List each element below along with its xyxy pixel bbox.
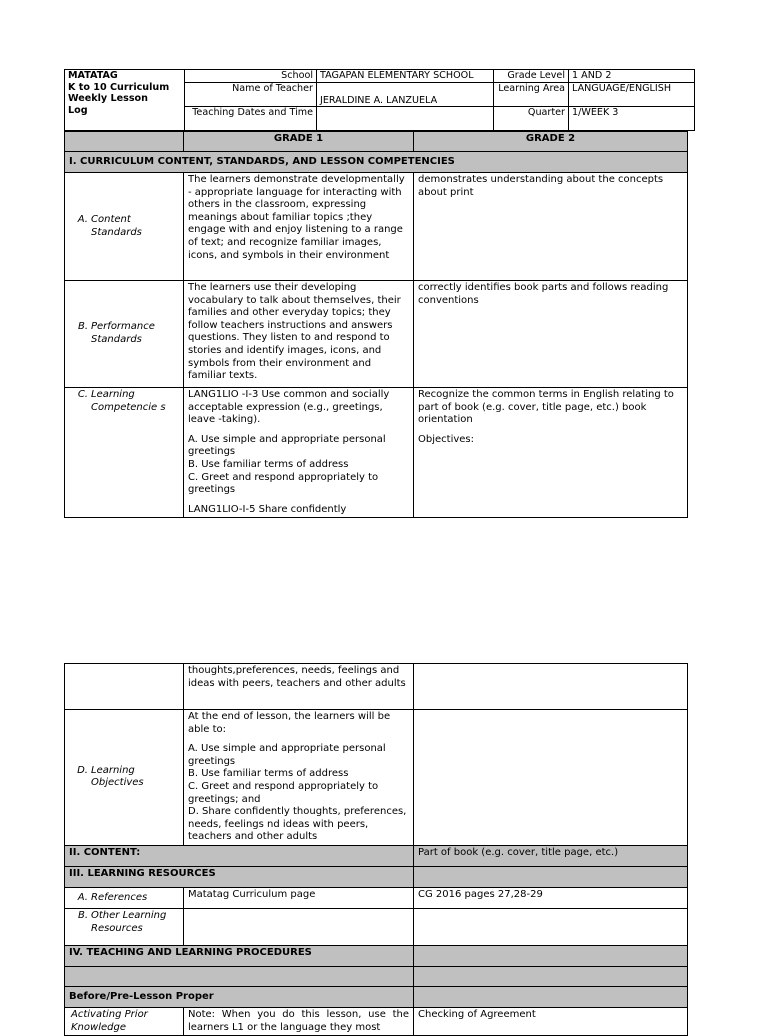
grade2-heading: GRADE 2 — [414, 132, 688, 152]
teacher-value: JERALDINE A. LANZUELA — [317, 83, 494, 107]
content-standards-grade2: demonstrates understanding about the concepts about print — [414, 173, 688, 281]
activating-grade2: Checking of Agreement — [414, 1007, 688, 1035]
competencies-grade1: LANG1LIO -I-3 Use common and socially acceptable expression (e.g., greetings, leave -taking). A. Use simple and appropriate personal greetings B. Use familiar terms of address C. Greet and respond appropriately to greetings LANG1LIO-I-5 Share confidently — [184, 388, 414, 518]
references-grade2: CG 2016 pages 27,28-29 — [414, 887, 688, 908]
lesson-table-page1 — [64, 131, 688, 518]
dates-label: Teaching Dates and Time — [185, 107, 317, 131]
learning-area-label: Learning Area — [494, 83, 569, 107]
quarter-label: Quarter — [494, 107, 569, 131]
competencies-grade2: Recognize the common terms in English relating to part of book (e.g. cover, title page, etc.) book orientation Objectives: — [414, 388, 688, 518]
performance-standards-label: B. Performance Standards — [65, 281, 184, 388]
dates-value — [317, 107, 494, 131]
section4-title: IV. TEACHING AND LEARNING PROCEDURES — [65, 945, 414, 966]
learning-area-value: LANGUAGE/ENGLISH — [569, 83, 695, 107]
curriculum-title: MATATAG K to 10 Curriculum Weekly Lesson Log — [65, 70, 185, 131]
activating-label: Activating Prior Knowledge — [65, 1007, 184, 1035]
section1-title: I. CURRICULUM CONTENT, STANDARDS, AND LESSON COMPETENCIES — [65, 152, 688, 173]
other-resources-label: B. Other Learning Resources — [65, 908, 184, 945]
header-table — [64, 69, 695, 131]
grade-level-value: 1 AND 2 — [569, 70, 695, 83]
objectives-label: D. Learning Objectives — [65, 710, 184, 846]
grade1-heading: GRADE 1 — [184, 132, 414, 152]
section2-title: II. CONTENT: — [65, 845, 414, 866]
grade-level-label: Grade Level — [494, 70, 569, 83]
teacher-label: Name of Teacher — [185, 83, 317, 107]
quarter-value: 1/WEEK 3 — [569, 107, 695, 131]
performance-standards-grade1: The learners use their developing vocabulary to talk about themselves, their families and other everyday topics; they follow teachers instructions and answers questions. They listen to and respond to stories and identify images, icons, and symbols from their environment and familiar texts. — [184, 281, 414, 388]
content-grade2: Part of book (e.g. cover, title page, etc.) — [414, 845, 688, 866]
competencies-grade1-continued: thoughts,preferences, needs, feelings and ideas with peers, teachers and other adults — [184, 664, 414, 710]
school-value: TAGAPAN ELEMENTARY SCHOOL — [317, 70, 494, 83]
content-standards-label: A. Content Standards — [65, 173, 184, 281]
competencies-label: C. Learning Competencie s — [65, 388, 184, 518]
section3-title: III. LEARNING RESOURCES — [65, 866, 414, 887]
activating-grade1: Note: When you do this lesson, use the learners L1 or the language they most — [184, 1007, 414, 1035]
content-standards-grade1: The learners demonstrate developmentally - appropriate language for interacting with others in the classroom, expressing meanings about familiar topics ;they engage with and enjoy listening to a range of text; and recognize familiar images, icons, and symbols in their environment — [184, 173, 414, 281]
objectives-grade1: At the end of lesson, the learners will be able to: A. Use simple and appropriate personal greetings B. Use familiar terms of address C. Greet and respond appropriately to greetings; and D. Share confidently thoughts, preferences, needs, feelings nd ideas with peers, teachers and other adults — [184, 710, 414, 846]
references-grade1: Matatag Curriculum page — [184, 887, 414, 908]
school-label: School — [185, 70, 317, 83]
performance-standards-grade2: correctly identifies book parts and follows reading conventions — [414, 281, 688, 388]
lesson-table-page2 — [64, 663, 688, 1036]
references-label: A. References — [65, 887, 184, 908]
before-lesson-title: Before/Pre-Lesson Proper — [65, 986, 414, 1007]
